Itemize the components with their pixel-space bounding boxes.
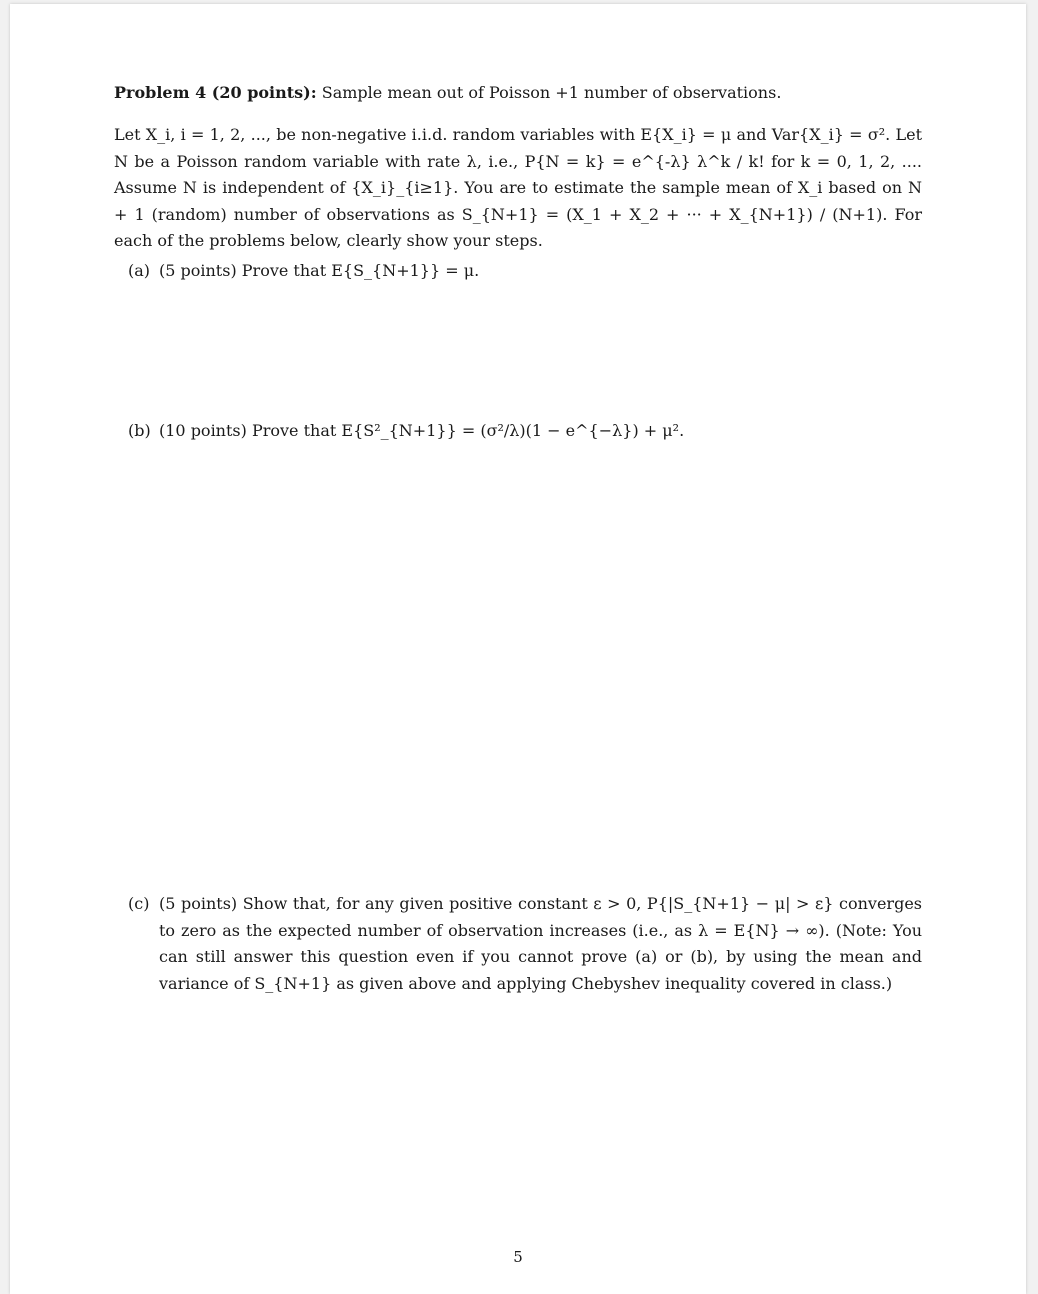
problem-intro bbox=[114, 122, 922, 255]
intro-sentence-3: For each of the problems below, clearly show your steps. bbox=[114, 204, 922, 250]
intro-sentence-2: You are to estimate the sample mean of X_i based on N + 1 (random) number of observations as S_{N+1} = (X_1 + X_2 + ··· + X_{N+1}) / (N+1). bbox=[114, 178, 923, 224]
problem-subtitle: Sample mean out of Poisson +1 number of observations. bbox=[321, 83, 782, 102]
part-a-label: (a) bbox=[128, 261, 151, 280]
part-a-text: (5 points) Prove that E{S_{N+1}} = μ. bbox=[159, 261, 480, 280]
part-b-label: (b) bbox=[128, 421, 151, 440]
problem-heading: Problem 4 (20 points): bbox=[114, 83, 317, 102]
part-c-label: (c) bbox=[128, 894, 150, 913]
problem-title bbox=[114, 80, 922, 106]
document-page bbox=[10, 4, 1026, 1294]
intro-sentence-1: Let X_i, i = 1, 2, ..., be non-negative i.i.d. random variables with E{X_i} = μ and Var{X_i} = σ². Let N be a Poisson random variable with rate λ, i.e., P{N = k} = e^{-λ} λ^k / k! for k = 0, 1, 2, .... Assume N is independent of {X_i}_{i≥1}. bbox=[114, 125, 922, 197]
part-b-text: (10 points) Prove that E{S²_{N+1}} = (σ²/λ)(1 − e^{−λ}) + μ². bbox=[159, 421, 685, 440]
page-number: 5 bbox=[513, 1248, 523, 1266]
part-c bbox=[128, 891, 922, 997]
part-a bbox=[128, 258, 922, 285]
part-b bbox=[128, 418, 922, 445]
part-c-text: (5 points) Show that, for any given positive constant ε > 0, P{|S_{N+1} − μ| > ε} converges to zero as the expected number of observation increases (i.e., as λ = E{N} → ∞). (Note: You can still answer this question even if you cannot prove (a) or (b), by using the mean and variance of S_{N+1} as given above and applying Chebyshev inequality covered in class.) bbox=[159, 894, 922, 993]
